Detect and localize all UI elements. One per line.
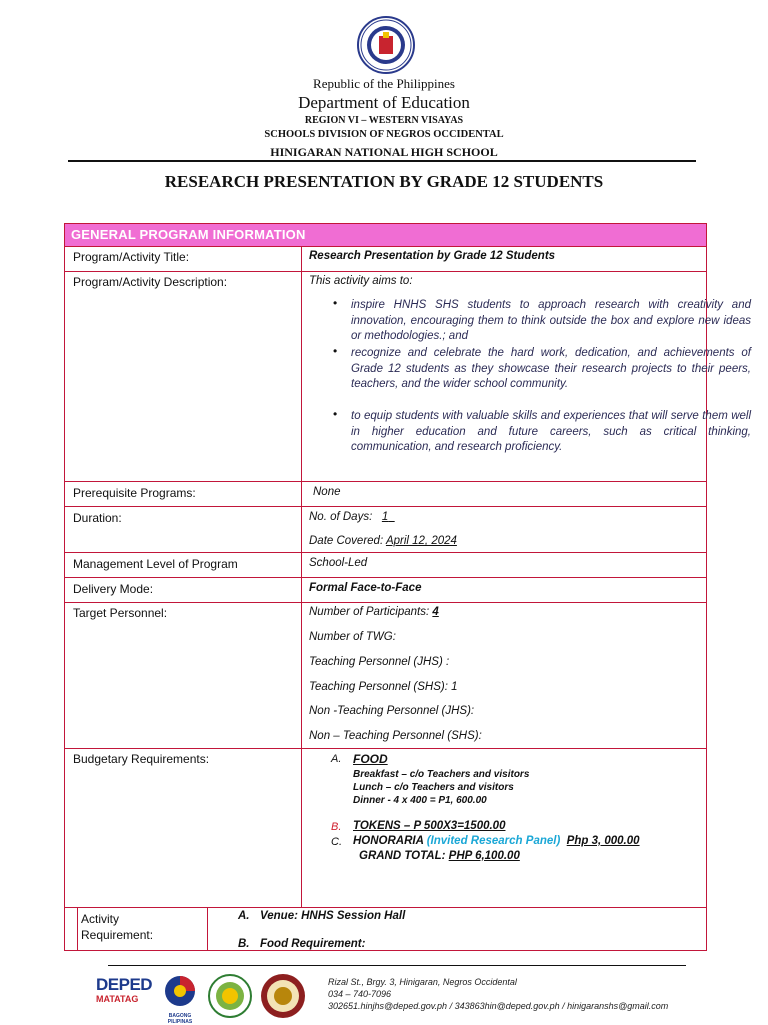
days-value: 1	[381, 511, 389, 523]
footer-divider	[108, 965, 686, 966]
region-line: REGION VI – WESTERN VISAYAS	[304, 115, 464, 126]
footer-emails: 302651.hinjhs@deped.gov.ph / 343863hin@deped.gov.ph / hinigaranshs@gmail.com	[328, 1001, 669, 1011]
date-label: Date Covered:	[309, 535, 384, 547]
honoraria-amount: Php 3, 000.00	[566, 835, 640, 847]
bagong-pilipinas-text: BAGONG PILIPINAS	[167, 1013, 193, 1025]
venue-marker: A.	[238, 910, 250, 922]
description-bullet-3: to equip students with valuable skills and experiences that will serve them well in higher education and future careers, such as critical thinking, communication, and research proficiency.	[351, 410, 751, 454]
grand-total-label: GRAND TOTAL:	[359, 850, 446, 862]
department-line: Department of Education	[298, 93, 470, 112]
tokens-marker: B.	[331, 821, 342, 833]
tokens-line: TOKENS – P 500X3=1500.00	[353, 820, 506, 832]
shs-nonteaching-field: Non – Teaching Personnel (SHS):	[309, 730, 482, 742]
row-program-title	[65, 246, 706, 271]
date-field	[309, 535, 457, 547]
footer-address: Rizal St., Brgy. 3, Hinigaran, Negros Occidental	[328, 977, 517, 987]
lunch-line: Lunch – c/o Teachers and visitors	[353, 782, 514, 793]
division-seal-icon	[207, 973, 253, 1019]
participants-value: 4	[432, 606, 439, 618]
row-duration	[65, 506, 706, 552]
row-delivery	[65, 577, 706, 602]
honoraria-label: HONORARIA	[353, 835, 424, 847]
program-info-table	[64, 223, 751, 951]
budget-label: Budgetary Requirements:	[73, 752, 210, 766]
row-activity-requirement	[65, 907, 706, 951]
shs-teaching-field: Teaching Personnel (SHS): 1	[309, 681, 458, 693]
breakfast-line: Breakfast – c/o Teachers and visitors	[353, 769, 530, 780]
management-label: Management Level of Program	[73, 557, 238, 571]
food-req-line: Food Requirement:	[260, 938, 366, 950]
grand-total-value: PHP 6,100.00	[448, 850, 520, 862]
header-divider	[68, 160, 696, 162]
days-field	[309, 511, 395, 523]
twg-field: Number of TWG:	[309, 631, 396, 643]
section-header	[65, 224, 706, 246]
prerequisite-value: None	[313, 486, 341, 498]
row-description	[65, 271, 751, 481]
delivery-label: Delivery Mode:	[73, 582, 154, 596]
management-value: School-Led	[309, 557, 368, 569]
participants-field	[309, 606, 439, 618]
honoraria-marker: C.	[331, 836, 342, 848]
food-heading: FOOD	[353, 752, 388, 766]
republic-line: Republic of the Philippines	[313, 76, 455, 91]
date-value: April 12, 2024	[385, 535, 457, 547]
dinner-line: Dinner - 4 x 400 = P1, 600.00	[353, 795, 487, 806]
food-marker: A.	[331, 753, 342, 765]
bullet-icon: •	[333, 296, 338, 310]
row-budgetary	[65, 748, 706, 907]
row-target-personnel	[65, 602, 706, 748]
division-line: SCHOOLS DIVISION OF NEGROS OCCIDENTAL	[264, 129, 504, 140]
description-bullet-2: recognize and celebrate the hard work, dedication, and achievements of Grade 12 students as they showcase their research projects to their peers, teachers, and the wider school community.	[351, 347, 751, 391]
description-bullet-1: inspire HNHS SHS students to approach research with creativity and innovation, encouraging them to think outside the box and explore new ideas or methodologies.; and	[351, 299, 751, 343]
description-intro: This activity aims to:	[309, 275, 413, 287]
section-title: GENERAL PROGRAM INFORMATION	[71, 227, 306, 242]
program-title-label: Program/Activity Title:	[73, 250, 190, 264]
grand-total-line	[359, 850, 520, 862]
deped-seal-icon	[357, 16, 415, 74]
jhs-nonteaching-field: Non -Teaching Personnel (JHS):	[309, 705, 475, 717]
food-req-marker: B.	[238, 938, 250, 950]
target-label: Target Personnel:	[73, 606, 168, 620]
jhs-teaching-field: Teaching Personnel (JHS) :	[309, 656, 450, 668]
page-title: RESEARCH PRESENTATION BY GRADE 12 STUDENTS	[164, 172, 604, 191]
row-management	[65, 552, 706, 577]
honoraria-note: (Invited Research Panel)	[426, 835, 561, 847]
description-label: Program/Activity Description:	[73, 275, 228, 289]
delivery-value: Formal Face-to-Face	[309, 582, 422, 594]
duration-label: Duration:	[73, 511, 122, 525]
footer-phone: 034 – 740-7096	[328, 989, 392, 999]
bullet-icon: •	[333, 407, 338, 421]
row-prerequisite	[65, 481, 706, 506]
days-label: No. of Days:	[309, 511, 373, 523]
bagong-pilipinas-logo	[158, 974, 202, 1025]
program-title-value: Research Presentation by Grade 12 Students	[309, 250, 556, 262]
school-seal-icon	[259, 972, 307, 1020]
inner-divider-mid	[207, 908, 208, 951]
bullet-icon: •	[333, 344, 338, 358]
participants-label: Number of Participants:	[309, 606, 430, 618]
inner-divider-left	[77, 908, 78, 951]
matatag-text: MATATAG	[96, 994, 139, 1004]
prerequisite-label: Prerequisite Programs:	[73, 486, 196, 500]
deped-matatag-logo	[96, 976, 152, 1016]
deped-logo-text: DEPED	[96, 975, 153, 994]
honoraria-line	[353, 835, 640, 847]
school-line: HINIGARAN NATIONAL HIGH SCHOOL	[270, 145, 498, 159]
activity-label: Activity Requirement:	[81, 912, 154, 942]
venue-line: Venue: HNHS Session Hall	[260, 910, 406, 922]
